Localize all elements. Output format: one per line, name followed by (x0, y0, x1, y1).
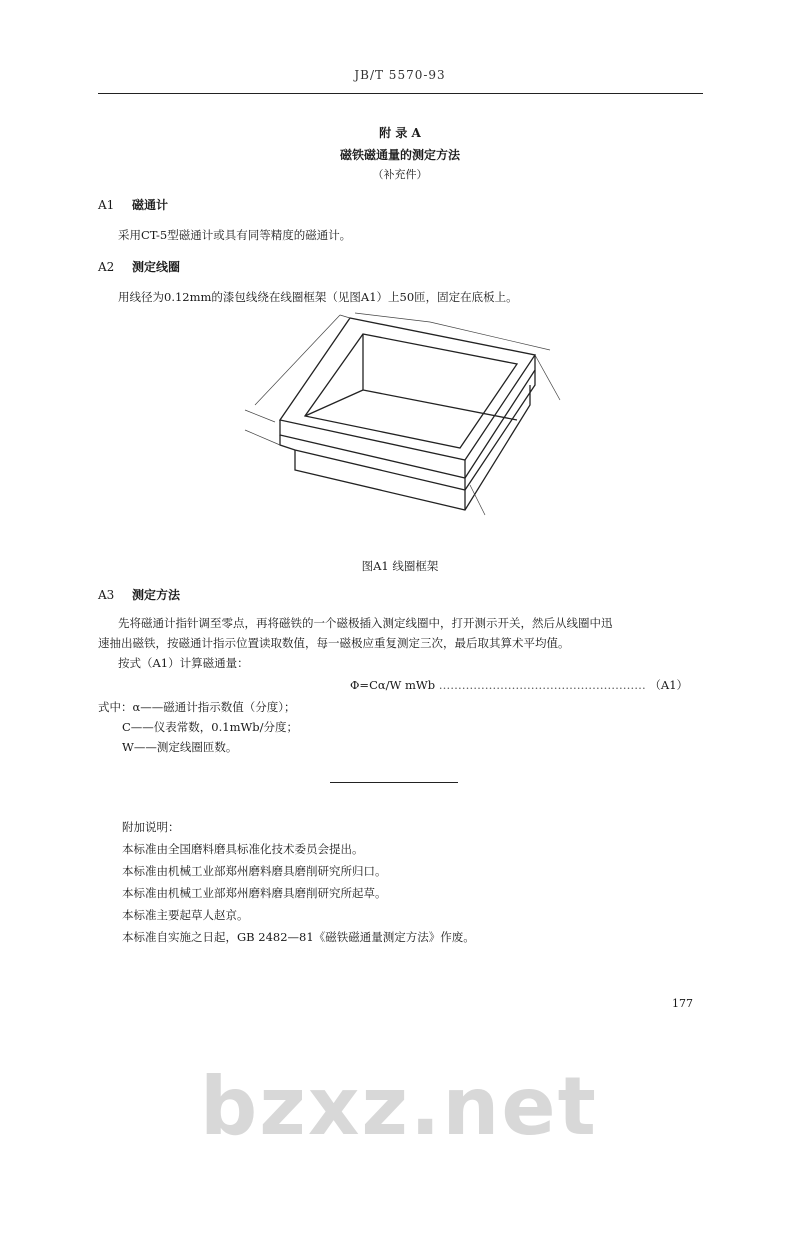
frame-top-inner (305, 334, 517, 448)
section-a3-heading (98, 586, 180, 603)
additional-note: 本标准主要起草人赵京。 (122, 908, 249, 922)
section-title: 测定线圈 (132, 260, 181, 274)
additional-note: 本标准由全国磨料磨具标准化技术委员会提出。 (122, 842, 364, 856)
page-number: 177 (672, 997, 693, 1010)
frame-top-outer (280, 318, 535, 460)
header-rule (98, 93, 703, 94)
where-line-3: W——测定线圈匝数。 (122, 740, 238, 754)
additional-note: 本标准由机械工业部郑州磨料磨具磨削研究所归口。 (122, 864, 387, 878)
formula-expression: Φ=Cα/W mWb (350, 678, 436, 692)
section-number: A1 (98, 198, 115, 212)
where-line-1: 式中：α——磁通计指示数值（分度）； (98, 700, 296, 714)
dimension-lines (245, 313, 560, 515)
section-a3-text-line2: 速抽出磁铁，按磁通计指示位置读取数值，每一磁极应重复测定三次，最后取其算术平均值。 (98, 636, 570, 650)
figure-caption: 图A1 线圈框架 (361, 559, 439, 573)
section-a3-text-line1: 先将磁通计指针调至零点，再将磁铁的一个磁极插入测定线圈中，打开测示开关，然后从线圈中迅 (118, 616, 613, 630)
coil-frame-figure (235, 310, 565, 525)
formula-number: （A1） (649, 678, 689, 692)
section-number: A2 (98, 260, 115, 274)
section-title: 测定方法 (132, 588, 181, 602)
section-a3-text-line3: 按式（A1）计算磁通量： (118, 656, 249, 670)
end-separator (330, 782, 458, 783)
formula-leader: ……………………………………………… (438, 678, 646, 692)
section-a1-text: 采用CT-5型磁通计或具有同等精度的磁通计。 (118, 228, 352, 242)
additional-note: 本标准由机械工业部郑州磨料磨具磨削研究所起草。 (122, 886, 387, 900)
formula-a1 (350, 676, 688, 694)
watermark: bzxz.net (200, 1060, 598, 1153)
section-title: 磁通计 (132, 198, 169, 212)
section-a2-text: 用线径为0.12mm的漆包线绕在线圈框架（见图A1）上50匝，固定在底板上。 (118, 290, 518, 304)
section-a2-heading (98, 258, 180, 275)
annex-label: 附 录 A (379, 126, 421, 140)
frame-base (295, 385, 530, 510)
section-number: A3 (98, 588, 115, 602)
section-a1-heading (98, 196, 168, 213)
standard-number-header: JB/T 5570-93 (354, 68, 446, 82)
additional-note: 本标准自实施之日起，GB 2482—81《磁铁磁通量测定方法》作废。 (122, 930, 475, 944)
where-line-2: C——仪表常数，0.1mWb/分度； (122, 720, 299, 734)
annex-title: 磁铁磁通量的测定方法 (339, 148, 460, 162)
annex-note: （补充件） (372, 168, 428, 181)
additional-notes-title: 附加说明： (122, 820, 180, 834)
